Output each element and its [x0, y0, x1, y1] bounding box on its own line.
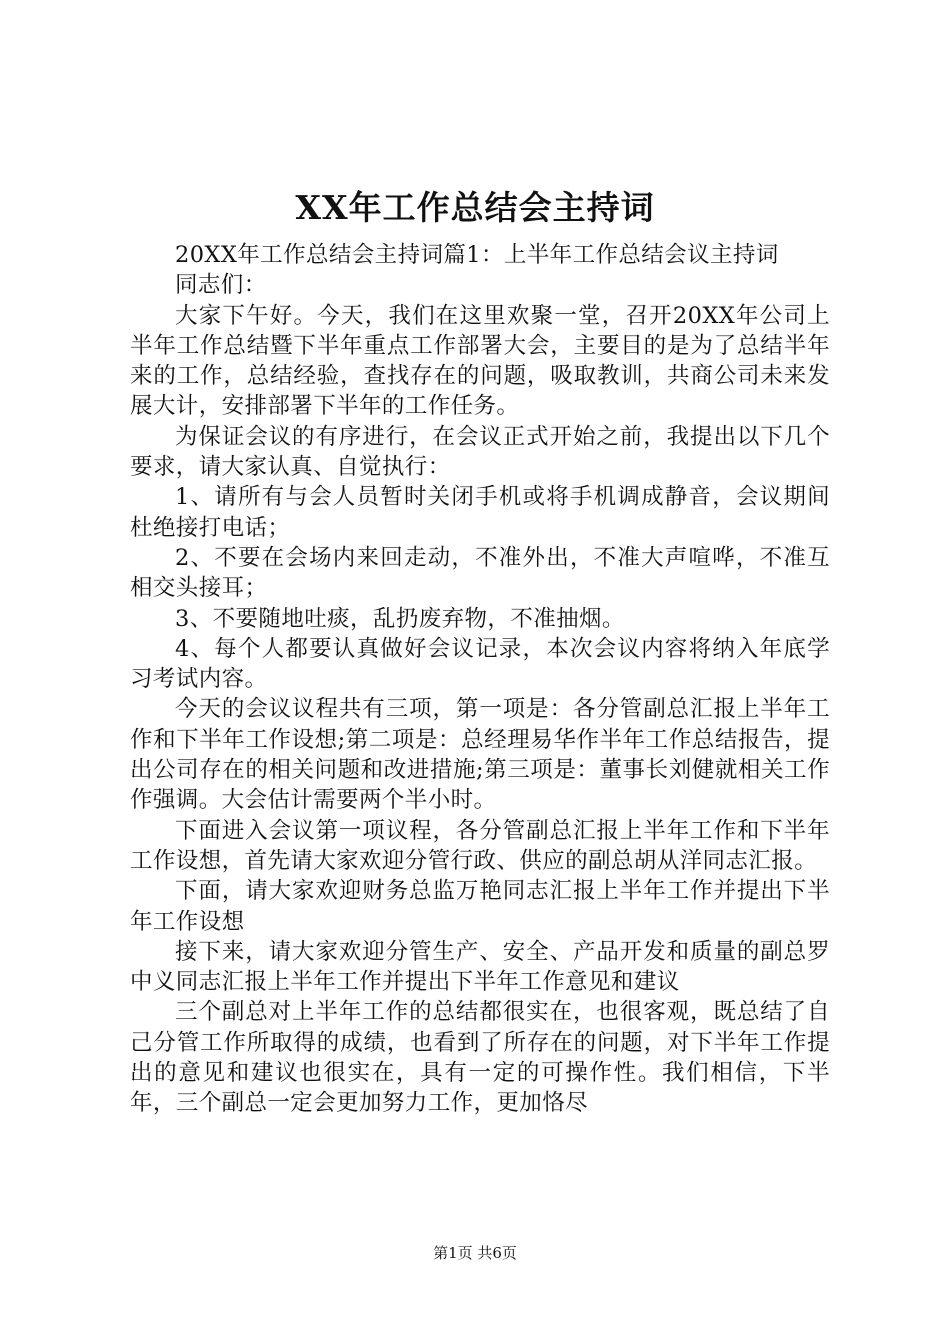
paragraph-production-report: 接下来，请大家欢迎分管生产、安全、产品开发和质量的副总罗中义同志汇报上半年工作并提出下半年工作意见和建议 [130, 938, 830, 996]
paragraph-finance-report: 下面，请大家欢迎财务总监万艳同志汇报上半年工作并提出下半年工作设想 [130, 878, 830, 935]
page-footer: 第1页 共6页 [433, 1244, 517, 1262]
paragraph-salutation: 同志们： [175, 272, 267, 299]
paragraph-summary-comment: 三个副总对上半年工作的总结都很实在，也很客观，既总结了自己分管工作所取得的成绩，也看到了所存在的问题，对下半年工作提出的意见和建议也很实在，具有一定的可操作性。我们相信，下半年，三个副总一定会更加努力工作，更加恪尽 [130, 999, 830, 1117]
paragraph-requirement-3: 3、不要随地吐痰，乱扔废弃物，不准抽烟。 [175, 605, 625, 632]
paragraph-heading: 20XX年工作总结会主持词篇1：上半年工作总结会议主持词 [175, 242, 779, 268]
paragraph-requirement-1: 1、请所有与会人员暂时关闭手机或将手机调成静音，会议期间杜绝接打电话； [130, 484, 830, 541]
document-title: XX年工作总结会主持词 [295, 188, 655, 227]
paragraph-first-item: 下面进入会议第一项议程，各分管副总汇报上半年工作和下半年工作设想，首先请大家欢迎分管行政、供应的副总胡从洋同志汇报。 [130, 817, 830, 874]
paragraph-opening: 大家下午好。今天，我们在这里欢聚一堂，召开20XX年公司上半年工作总结暨下半年重点工作部署大会，主要目的是为了总结半年来的工作，总结经验，查找存在的问题，吸取教训，共商公司未来发展大计，安排部署下半年的工作任务。 [130, 302, 830, 420]
paragraph-agenda: 今天的会议议程共有三项，第一项是：各分管副总汇报上半年工作和下半年工作设想;第二项是：总经理易华作半年工作总结报告，提出公司存在的相关问题和改进措施;第三项是：董事长刘健就相关工作作强调。大会估计需要两个半小时。 [130, 696, 830, 814]
paragraph-requirements-intro: 为保证会议的有序进行，在会议正式开始之前，我提出以下几个要求，请大家认真、自觉执行： [130, 423, 830, 481]
paragraph-requirement-4: 4、每个人都要认真做好会议记录，本次会议内容将纳入年底学习考试内容。 [130, 635, 830, 693]
document-body [130, 240, 830, 1119]
paragraph-requirement-2: 2、不要在会场内来回走动，不准外出，不准大声喧哗，不准互相交头接耳； [130, 544, 830, 602]
